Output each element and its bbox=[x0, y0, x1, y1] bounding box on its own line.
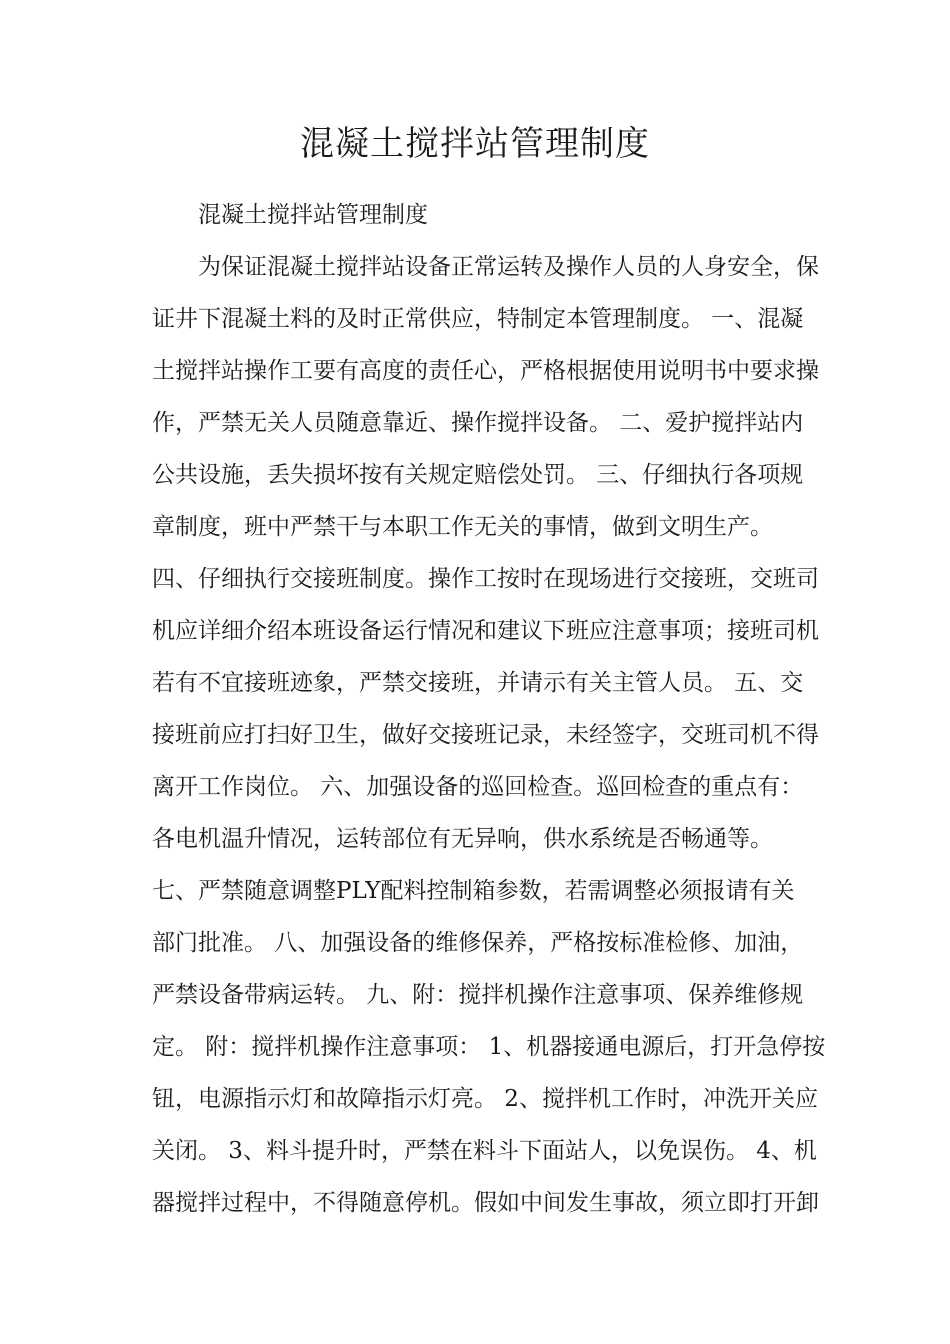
paragraph-line: 证井下混凝土料的及时正常供应，特制定本管理制度。 一、混凝 bbox=[152, 306, 804, 332]
paragraph-line: 器搅拌过程中，不得随意停机。假如中间发生事故，须立即打开卸 bbox=[152, 1190, 819, 1216]
paragraph-line: 四、仔细执行交接班制度。操作工按时在现场进行交接班，交班司 bbox=[152, 566, 819, 592]
paragraph-line: 部门批准。 八、加强设备的维修保养，严格按标准检修、加油， bbox=[152, 930, 804, 956]
subtitle-line: 混凝土搅拌站管理制度 bbox=[198, 202, 428, 228]
paragraph-line: 各电机温升情况，运转部位有无异响，供水系统是否畅通等。 bbox=[152, 826, 773, 852]
paragraph-line: 定。 附：搅拌机操作注意事项： 1、机器接通电源后，打开急停按 bbox=[152, 1034, 826, 1060]
paragraph-line: 钮，电源指示灯和故障指示灯亮。 2、搅拌机工作时，冲洗开关应 bbox=[152, 1086, 818, 1112]
paragraph-line: 若有不宜接班迹象，严禁交接班，并请示有关主管人员。 五、交 bbox=[152, 670, 804, 696]
paragraph-line: 公共设施，丢失损坏按有关规定赔偿处罚。 三、仔细执行各项规 bbox=[152, 462, 804, 488]
paragraph-line: 作，严禁无关人员随意靠近、操作搅拌设备。 二、爱护搅拌站内 bbox=[152, 410, 804, 436]
paragraph-line: 章制度，班中严禁干与本职工作无关的事情，做到文明生产。 bbox=[152, 514, 773, 540]
paragraph-line: 为保证混凝土搅拌站设备正常运转及操作人员的人身安全，保 bbox=[198, 254, 819, 280]
paragraph-line: 土搅拌站操作工要有高度的责任心，严格根据使用说明书中要求操 bbox=[152, 358, 819, 384]
paragraph-line: 严禁设备带病运转。 九、附：搅拌机操作注意事项、保养维修规 bbox=[152, 982, 804, 1008]
document-title: 混凝土搅拌站管理制度 bbox=[300, 124, 650, 164]
paragraph-line: 机应详细介绍本班设备运行情况和建议下班应注意事项；接班司机 bbox=[152, 618, 819, 644]
paragraph-line: 关闭。 3、料斗提升时，严禁在料斗下面站人，以免误伤。 4、机 bbox=[152, 1138, 817, 1164]
paragraph-line: 七、严禁随意调整PLY配料控制箱参数，若需调整必须报请有关 bbox=[152, 878, 795, 904]
paragraph-line: 离开工作岗位。 六、加强设备的巡回检查。巡回检查的重点有： bbox=[152, 774, 804, 800]
paragraph-line: 接班前应打扫好卫生，做好交接班记录，未经签字，交班司机不得 bbox=[152, 722, 819, 748]
